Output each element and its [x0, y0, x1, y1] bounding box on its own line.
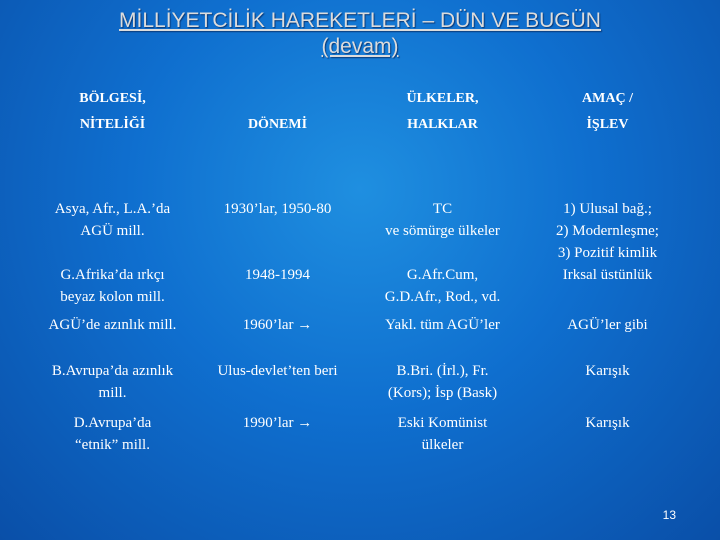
header-period: DÖNEMİ	[247, 117, 308, 132]
cell-countries: TC ve sömürge ülkeler	[385, 201, 500, 239]
cell-purpose: Karışık	[585, 363, 630, 379]
cell-region: G.Afrika’da ırkçı beyaz kolon mill.	[60, 267, 165, 305]
cell-countries: B.Bri. (İrl.), Fr. (Kors); İsp (Bask)	[387, 363, 498, 401]
slide-title	[0, 8, 720, 60]
cell-purpose: Karışık	[585, 415, 630, 431]
table-row	[30, 412, 690, 460]
movements-table	[30, 86, 690, 460]
cell-period: 1990’lar →	[242, 415, 313, 431]
cell-purpose: Irksal üstünlük	[562, 267, 653, 283]
header-region: BÖLGESİ, NİTELİĞİ	[79, 91, 146, 132]
table-row	[30, 314, 690, 360]
table-row	[30, 360, 690, 412]
header-countries: ÜLKELER, HALKLAR	[406, 91, 479, 132]
cell-region: D.Avrupa’da “etnik” mill.	[73, 415, 152, 453]
cell-purpose: 1) Ulusal bağ.; 2) Modernleşme; 3) Pozitif kimlik	[556, 201, 659, 261]
cell-period: 1960’lar →	[242, 317, 313, 333]
cell-countries: Eski Komünist ülkeler	[397, 415, 488, 453]
slide-title-line1: MİLLİYETCİLİK HAREKETLERİ – DÜN VE BUGÜN	[119, 9, 601, 32]
table-row	[30, 264, 690, 314]
table-header-row	[30, 86, 690, 194]
slide-title-line2: (devam)	[321, 35, 399, 58]
cell-region: AGÜ’de azınlık mill.	[48, 317, 177, 333]
header-purpose: AMAÇ / İŞLEV	[582, 91, 633, 132]
cell-purpose: AGÜ’ler gibi	[567, 317, 648, 333]
table-row	[30, 194, 690, 264]
cell-countries: G.Afr.Cum, G.D.Afr., Rod., vd.	[384, 267, 501, 305]
cell-region: Asya, Afr., L.A.’da AGÜ mill.	[54, 201, 171, 239]
cell-region: B.Avrupa’da azınlık mill.	[51, 363, 174, 401]
page-number: 13	[662, 508, 676, 522]
cell-period: 1948-1994	[245, 267, 310, 283]
cell-countries: Yakl. tüm AGÜ’ler	[385, 317, 500, 333]
cell-period: 1930’lar, 1950-80	[223, 201, 332, 217]
cell-period: Ulus-devlet’ten beri	[217, 363, 338, 379]
